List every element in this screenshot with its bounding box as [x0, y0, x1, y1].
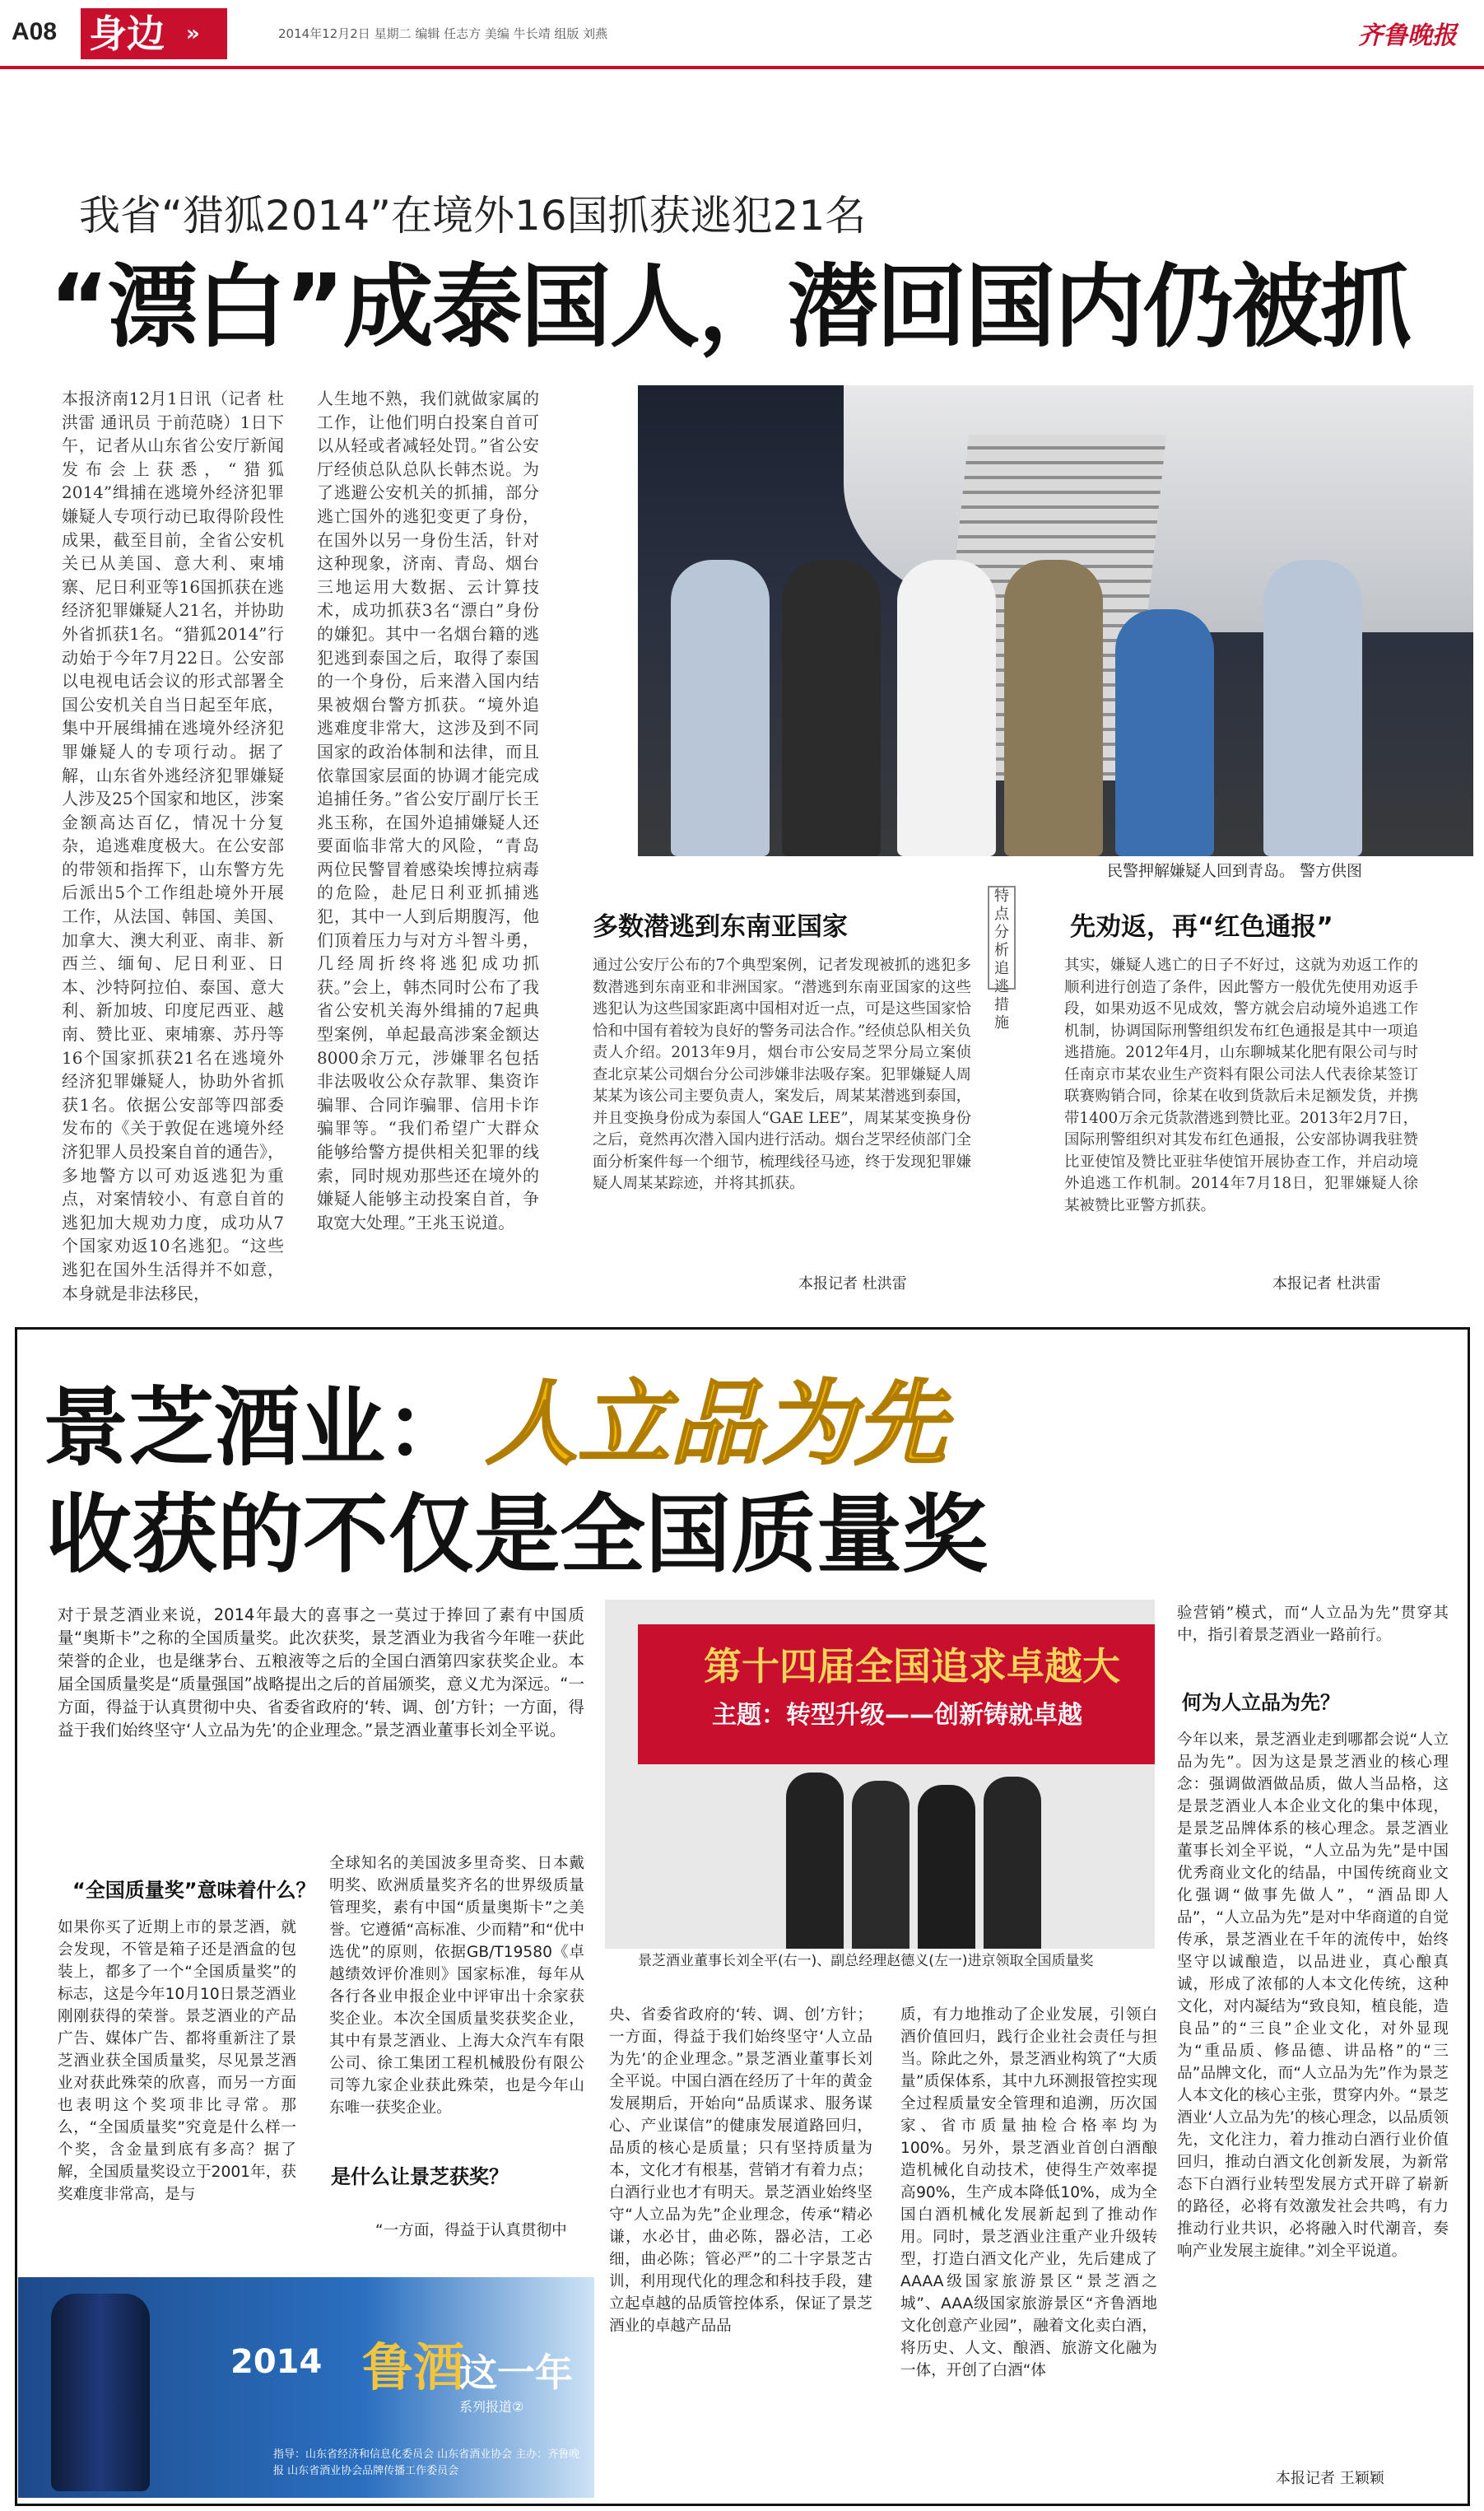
chevron-right-icon: »: [186, 21, 200, 46]
ad-question-3: 何为人立品为先？: [1182, 1691, 1340, 1714]
ad-title-line2: 收获的不仅是全国质量奖: [46, 1484, 989, 1585]
subhead-southeast-asia: 多数潜逃到东南亚国家: [593, 912, 848, 942]
liquor-bottle-image: [51, 2294, 150, 2491]
award-banner-subtitle: 主题：转型升级——创新铸就卓越: [712, 1701, 1082, 1730]
series-brand: 鲁酒: [362, 2337, 465, 2397]
ad-question-2: 是什么让景芝获奖？: [331, 2165, 509, 2188]
article-headline: “漂白”成泰国人，潜回国内仍被抓: [49, 254, 1410, 360]
ad-title-slogan: 人立品为先: [486, 1370, 947, 1478]
section-label: 身边: [81, 8, 227, 59]
article-column-2: 人生地不熟，我们就做家属的工作，让他们明白投案自首可以从轻或者减轻处罚。”省公安厅经侦总队总队长韩杰说。为了逃避公安机关的抓捕，部分逃亡国外的逃犯变更了身份，在国外以另一身份生活，针对这种现象，济南、青岛、烟台三地运用大数据、云计算技术，成功抓获3名“漂白”身份的嫌犯。其中一名烟台籍的逃犯逃到泰国之后，取得了泰国的一个身份，后来潜入国内结果被烟台警方抓获。“境外追逃难度非常大，这涉及到不同国家的政治体制和法律，而且依靠国家层面的协调才能完成追捕任务。”省公安厅副厅长王兆玉称，在国外追捕嫌疑人还要面临非常大的风险，“青岛两位民警冒着感染埃博拉病毒的危险，赴尼日利亚抓捕逃犯，其中一人到后期腹泻，他们顶着压力与对方斗智斗勇，几经周折终将逃犯成功抓获。”会上，韩杰同时公布了我省公安机关海外缉捕的7起典型案例，单起最高涉案金额达8000余万元，涉嫌罪名包括非法吸收公众存款罪、集资诈骗罪、合同诈骗罪、信用卡诈骗罪等。“我们希望广大群众能够给警方提供相关犯罪的线索，同时规劝那些还在境外的嫌疑人能够主动投案自首，争取宽大处理。”王兆玉说道。: [317, 389, 539, 1232]
ad-lead: 对于景芝酒业来说，2014年最大的喜事之一莫过于捧回了素有中国质量“奥斯卡”之称的全国质量奖。此次获奖，景芝酒业为我省今年唯一获此荣誉的企业，也是继茅台、五粮液等之后的全国白酒第四家获奖企业。本届全国质量奖是“质量强国”战略提出之后的首届颁奖，意义尤为深远。“一方面，得益于认真贯彻中央、省委省政府的‘转、调、创’方针；一方面，得益于我们始终坚守‘人立品为先’的企业理念。”景芝酒业董事长刘全平说。: [58, 1605, 584, 1740]
article-kicker: 我省“猎狐2014”在境外16国抓获逃犯21名: [79, 192, 867, 240]
series-organizers: 指导：山东省经济和信息化委员会 山东省酒业协会 主办：齐鲁晚报 山东省酒业协会品牌传播工作委员会: [273, 2448, 580, 2477]
page-number: A08: [12, 18, 58, 45]
subsection-1-text: 通过公安厅公布的7个典型案例，记者发现被抓的逃犯多数潜逃到东南亚和非洲国家。“潜逃到东南亚国家的这些逃犯认为这些国家距离中国相对近一点，可是这些国家恰恰和中国有着较为良好的警务司法合作。”经侦总队相关负责人介绍。2013年9月，烟台市公安局芝罘分局立案侦查北京某公司烟台分公司涉嫌非法吸存案。犯罪嫌疑人周某某为该公司主要负责人，案发后，周某某潜逃到泰国，并且变换身份成为泰国人“GAE LEE”，周某某变换身份之后，竟然再次潜入国内进行活动。烟台芝罘经侦部门全面分析案件每一个细节，梳理线径马迹，终于发现犯罪嫌疑人周某某踪迹，并将其抓获。: [593, 957, 971, 1192]
side-label: 特点分析 追逃措施: [988, 886, 1016, 990]
ad-column-2-tail: “一方面，得益于认真贯彻中: [375, 2222, 567, 2239]
ad-byline: 本报记者 王颖颖: [1276, 2470, 1384, 2487]
ad-question-1: “全国质量奖”意味着什么？: [72, 1879, 316, 1902]
award-banner-title: 第十四届全国追求卓越大: [704, 1644, 1120, 1689]
award-caption: 景芝酒业董事长刘全平(右一)、副总经理赵德义(左一)进京领取全国质量奖: [638, 1953, 1094, 1969]
series-banner: [18, 2277, 594, 2498]
ad-column-4: 质，有力地推动了企业发展，引领白酒价值回归，践行企业社会责任与担当。除此之外，景芝酒业构筑了“大质量”质保体系，其中九环测报管控实现全过程质量安全管理和追溯，历次国家、省市质量抽检合格率均为100%。另外，景芝酒业首创白酒酿造机械化自动技术，使得生产效率提高90%，生产成本降低10%，成为全国白酒机械化发展新起到了推动作用。同时，景芝酒业注重产业升级转型，打造白酒文化产业，先后建成了AAAA级国家旅游景区“景芝酒之城”、AAA级国家旅游景区“齐鲁酒地文化创意产业园”，融着文化卖白酒，将历史、人文、酿酒、旅游文化融为一体，开创了白酒“体: [900, 2006, 1157, 2379]
byline-1: 本报记者 杜洪雷: [798, 1275, 907, 1293]
ad-column-5: 今年以来，景芝酒业走到哪都会说“人立品为先”。因为这是景芝酒业的核心理念：强调做酒做品质，做人当品格，这是景芝酒业人本企业文化的集中体现，是景芝品牌体系的核心理念。景芝酒业董事长刘全平说，“人立品为先”是中国优秀商业文化的结晶，中国传统商业文化强调“做事先做人”，“酒品即人品”，“人立品为先”是对中华商道的自觉传承，景芝酒业在千年的流传中，始终坚守以诚酿造，以品进业，真心酿真诚，形成了浓郁的人本文化传统，这种文化，对内凝结为“致良知，植良能，造良品”的“三良”企业文化，对外显现为“重品质、修品德、讲品格”的“三品”品牌文化，而“人立品为先”作为景芝人本文化的核心主张，贯穿内外。“景芝酒业‘人立品为先’的核心理念，以品质领先，文化注力，着力推动白酒行业价值回归，推动白酒文化创新发展，为新常态下白酒行业转型发展方式开辟了崭新的路径，必将有效激发社会共鸣，有力推动行业共识，必将融入时代潮音，奏响产业发展主旋律。”刘全平说道。: [1177, 1731, 1449, 2260]
news-photo: [638, 385, 1473, 856]
ad-column-3: 央、省委省政府的‘转、调、创’方针；一方面，得益于我们始终坚守‘人立品为先’的企业理念。”景芝酒业董事长刘全平说。中国白酒在经历了十年的黄金发展期后，开始向“品质谋求、服务谋心、产业谋信”的健康发展道路回归，品质的核心是质量；只有坚持质量为本，文化才有根基，营销才有着力点；白酒行业也才有明天。景芝酒业始终坚守“人立品为先”企业理念，传承“精必谦，水必甘，曲必陈，器必洁，工必细，曲必陈；管必严”的二十字景芝古训，利用现代化的理念和科技手段，建立起卓越的品质管控体系，保证了景芝酒业的卓越产品品: [609, 2006, 872, 2335]
series-title: 这一年: [459, 2350, 573, 2395]
ad-column-2: 全球知名的美国波多里奇奖、日本戴明奖、欧洲质量奖齐名的世界级质量管理奖，素有中国“质量奥斯卡”之美誉。它遵循“高标准、少而精”和“优中选优”的原则，依据GB/T19580《卓越绩效评价准则》国家标准，每年从各行各业申报企业中评审出十余家获奖企业。本次全国质量奖获奖企业，其中有景芝酒业、上海大众汽车有限公司、徐工集团工程机械股份有限公司等九家企业获此殊荣，也是今年山东唯一获奖企业。: [329, 1855, 584, 2117]
ad-column-1: 如果你买了近期上市的景芝酒，就会发现，不管是箱子还是酒盒的包装上，都多了一个“全国质量奖”的标志，这是今年10月10日景芝酒业刚刚获得的荣誉。景芝酒业的产品广告、媒体广告、都将重新注了景芝酒业获全国质量奖，尽见景芝酒业对获此殊荣的欣喜，而另一方面也表明这个奖项非比寻常。那么，“全国质量奖”究竟是什么样一个奖，含金量到底有多高？据了解，全国质量奖设立于2001年，获奖难度非常高，是与: [58, 1919, 296, 2203]
byline-2: 本报记者 杜洪雷: [1272, 1275, 1381, 1293]
subsection-2-text: 其实，嫌疑人逃亡的日子不好过，这就为劝返工作的顺利进行创造了条件，因此警方一般优先使用劝返手段，如果劝返不见成效，警方就会启动境外追逃工作机制，协调国际刑警组织发布红色通报是其中一项追逃措施。2012年4月，山东聊城某化肥有限公司与时任南京市某农业生产资料有限公司法人代表徐某签订联赛购销合同，徐某在收到货款后未足额发货，并携带1400万余元货款潜逃到赞比亚。2013年2月7日，国际刑警组织对其发布红色通报，公安部协调我驻赞比亚使馆及赞比亚驻华使馆开展协查工作，并启动境外追逃工作机制。2014年7月18日，犯罪嫌疑人徐某被赞比亚警方抓获。: [1064, 957, 1418, 1214]
article-column-1: 本报济南12月1日讯（记者 杜洪雷 通讯员 于前范晓）1日下午，记者从山东省公安厅新闻发布会上获悉，“猎狐2014”缉捕在逃境外经济犯罪嫌疑人专项行动已取得阶段性成果，截至目前，全省公安机关已从美国、意大利、柬埔寨、尼日利亚等16国抓获在逃经济犯罪嫌疑人21名，并协助外省抓获1名。“猎狐2014”行动始于今年7月22日。公安部以电视电话会议的形式部署全国公安机关自当日起至年底，集中开展缉捕在逃境外经济犯罪嫌疑人的专项行动。据了解，山东省外逃经济犯罪嫌疑人涉及25个国家和地区，涉案金额高达百亿，情况十分复杂，追逃难度极大。在公安部的带领和指挥下，山东警方先后派出5个工作组赴境外开展工作，从法国、韩国、美国、加拿大、澳大利亚、南非、新西兰、缅甸、尼日利亚、日本、沙特阿拉伯、泰国、意大利、新加坡、印度尼西亚、越南、赞比亚、柬埔寨、苏丹等16个国家抓获21名在逃境外经济犯罪嫌疑人，协助外省抓获1名。依据公安部等四部委发布的《关于敦促在逃境外经济犯罪人员投案自首的通告》，多地警方以可劝返逃犯为重点，对案情较小、有意自首的逃犯加大规劝力度，成功从7个国家劝返10名逃犯。“这些逃犯在国外生活得并不如意，本身就是非法移民，: [62, 389, 284, 1303]
award-photo: [605, 1600, 1155, 1949]
issue-meta: 2014年12月2日 星期二 编辑 任志方 美编 牛长靖 组版 刘燕: [278, 26, 608, 41]
series-year: 2014: [230, 2343, 323, 2381]
series-number: 系列报道②: [459, 2399, 524, 2415]
photo-caption: 民警押解嫌疑人回到青岛。 警方供图: [1107, 862, 1363, 880]
subhead-red-notice: 先劝返，再“红色通报”: [1070, 912, 1333, 942]
newspaper-logo: 齐鲁晚报: [1358, 21, 1457, 50]
ad-title-brand: 景芝酒业：: [43, 1377, 472, 1478]
ad-column-5-top: 验营销”模式，而“人立品为先”贯穿其中，指引着景芝酒业一路前行。: [1177, 1605, 1449, 1644]
